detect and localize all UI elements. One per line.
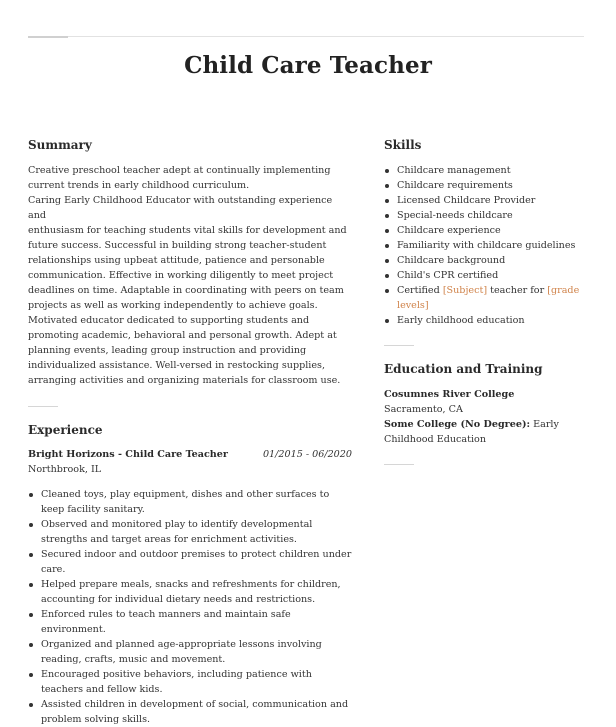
skill-item: Childcare management bbox=[397, 163, 584, 178]
grade-placeholder-end: levels] bbox=[397, 300, 429, 311]
summary-line: Creative preschool teacher adept at continually implementing bbox=[28, 165, 331, 176]
job-header bbox=[28, 447, 352, 462]
degree-field-end: Childhood Education bbox=[384, 434, 487, 445]
summary-line: current trends in early childhood curriculum. bbox=[28, 180, 250, 191]
skill-item: Licensed Childcare Provider bbox=[397, 193, 584, 208]
subject-placeholder: [Subject] bbox=[442, 285, 488, 296]
summary-line: projects as well as working independently to achieve goals. bbox=[28, 300, 318, 311]
school-location: Sacramento, CA bbox=[384, 404, 463, 415]
list-item: Enforced rules to teach manners and maintain safe environment. bbox=[41, 607, 352, 637]
summary-line: Caring Early Childhood Educator with outstanding experience and bbox=[28, 195, 333, 221]
right-column bbox=[384, 138, 584, 465]
certified-prefix: Certified bbox=[397, 285, 440, 296]
job-title: Bright Horizons - Child Care Teacher bbox=[28, 449, 228, 460]
degree-label: Some College (No Degree): bbox=[384, 419, 531, 430]
skill-item: Familiarity with childcare guidelines bbox=[397, 238, 584, 253]
skill-item: Childcare experience bbox=[397, 223, 584, 238]
summary-line: relationships using upbeat attitude, patience and personable bbox=[28, 255, 325, 266]
list-item: Assisted children in development of social, communication and problem solving skills. bbox=[41, 697, 352, 727]
skill-item-certified bbox=[397, 283, 584, 313]
summary-line: communication. Effective in working diligently to meet project bbox=[28, 270, 334, 281]
summary-line: Motivated educator dedicated to supporting students and bbox=[28, 315, 310, 326]
resume-title: Child Care Teacher bbox=[184, 52, 432, 79]
degree-field-start: Early bbox=[533, 419, 559, 430]
job-duties-list bbox=[28, 487, 352, 727]
summary-line: enthusiasm for teaching students vital skills for development and bbox=[28, 225, 347, 236]
skill-item: Child's CPR certified bbox=[397, 268, 584, 283]
section-divider bbox=[384, 464, 414, 465]
experience-heading: Experience bbox=[28, 423, 103, 437]
summary-line: individualized assistance. Well-versed in restocking supplies, bbox=[28, 360, 326, 371]
job-location: Northbrook, IL bbox=[28, 464, 102, 475]
skill-item: Early childhood education bbox=[397, 313, 584, 328]
summary-line: future success. Successful in building strong teacher-student bbox=[28, 240, 327, 251]
summary-heading: Summary bbox=[28, 138, 92, 152]
list-item: Observed and monitored play to identify developmental strengths and target areas for enrichment activities. bbox=[41, 517, 352, 547]
education-heading: Education and Training bbox=[384, 362, 543, 376]
skill-item: Special-needs childcare bbox=[397, 208, 584, 223]
section-divider bbox=[384, 345, 414, 346]
list-item: Helped prepare meals, snacks and refreshments for children, accounting for individual dietary needs and restrictions. bbox=[41, 577, 352, 607]
education-block bbox=[384, 387, 584, 447]
summary-line: planning events, leading group instruction and providing bbox=[28, 345, 307, 356]
job-dates: 01/2015 - 06/2020 bbox=[262, 449, 352, 460]
summary-line: promoting academic, behavioral and personal growth. Adept at bbox=[28, 330, 337, 341]
list-item: Organized and planned age-appropriate lessons involving reading, crafts, music and movement. bbox=[41, 637, 352, 667]
skills-list bbox=[384, 163, 584, 328]
school-name: Cosumnes River College bbox=[384, 389, 515, 400]
section-divider bbox=[28, 406, 58, 407]
list-item: Encouraged positive behaviors, including patience with teachers and fellow kids. bbox=[41, 667, 352, 697]
summary-line: deadlines on time. Adaptable in coordinating with peers on team bbox=[28, 285, 344, 296]
summary-line: arranging activities and organizing materials for classroom use. bbox=[28, 375, 341, 386]
summary-text bbox=[28, 163, 352, 388]
top-rule bbox=[28, 36, 584, 37]
skill-item: Childcare requirements bbox=[397, 178, 584, 193]
certified-middle: teacher for bbox=[490, 285, 545, 296]
top-rule-accent bbox=[28, 36, 68, 38]
list-item: Cleaned toys, play equipment, dishes and other surfaces to keep facility sanitary. bbox=[41, 487, 352, 517]
list-item: Secured indoor and outdoor premises to protect children under care. bbox=[41, 549, 352, 575]
skill-item: Childcare background bbox=[397, 253, 584, 268]
grade-placeholder-start: [grade bbox=[547, 285, 580, 296]
degree-line bbox=[384, 417, 584, 432]
left-column bbox=[28, 138, 352, 727]
skills-heading: Skills bbox=[384, 138, 422, 152]
